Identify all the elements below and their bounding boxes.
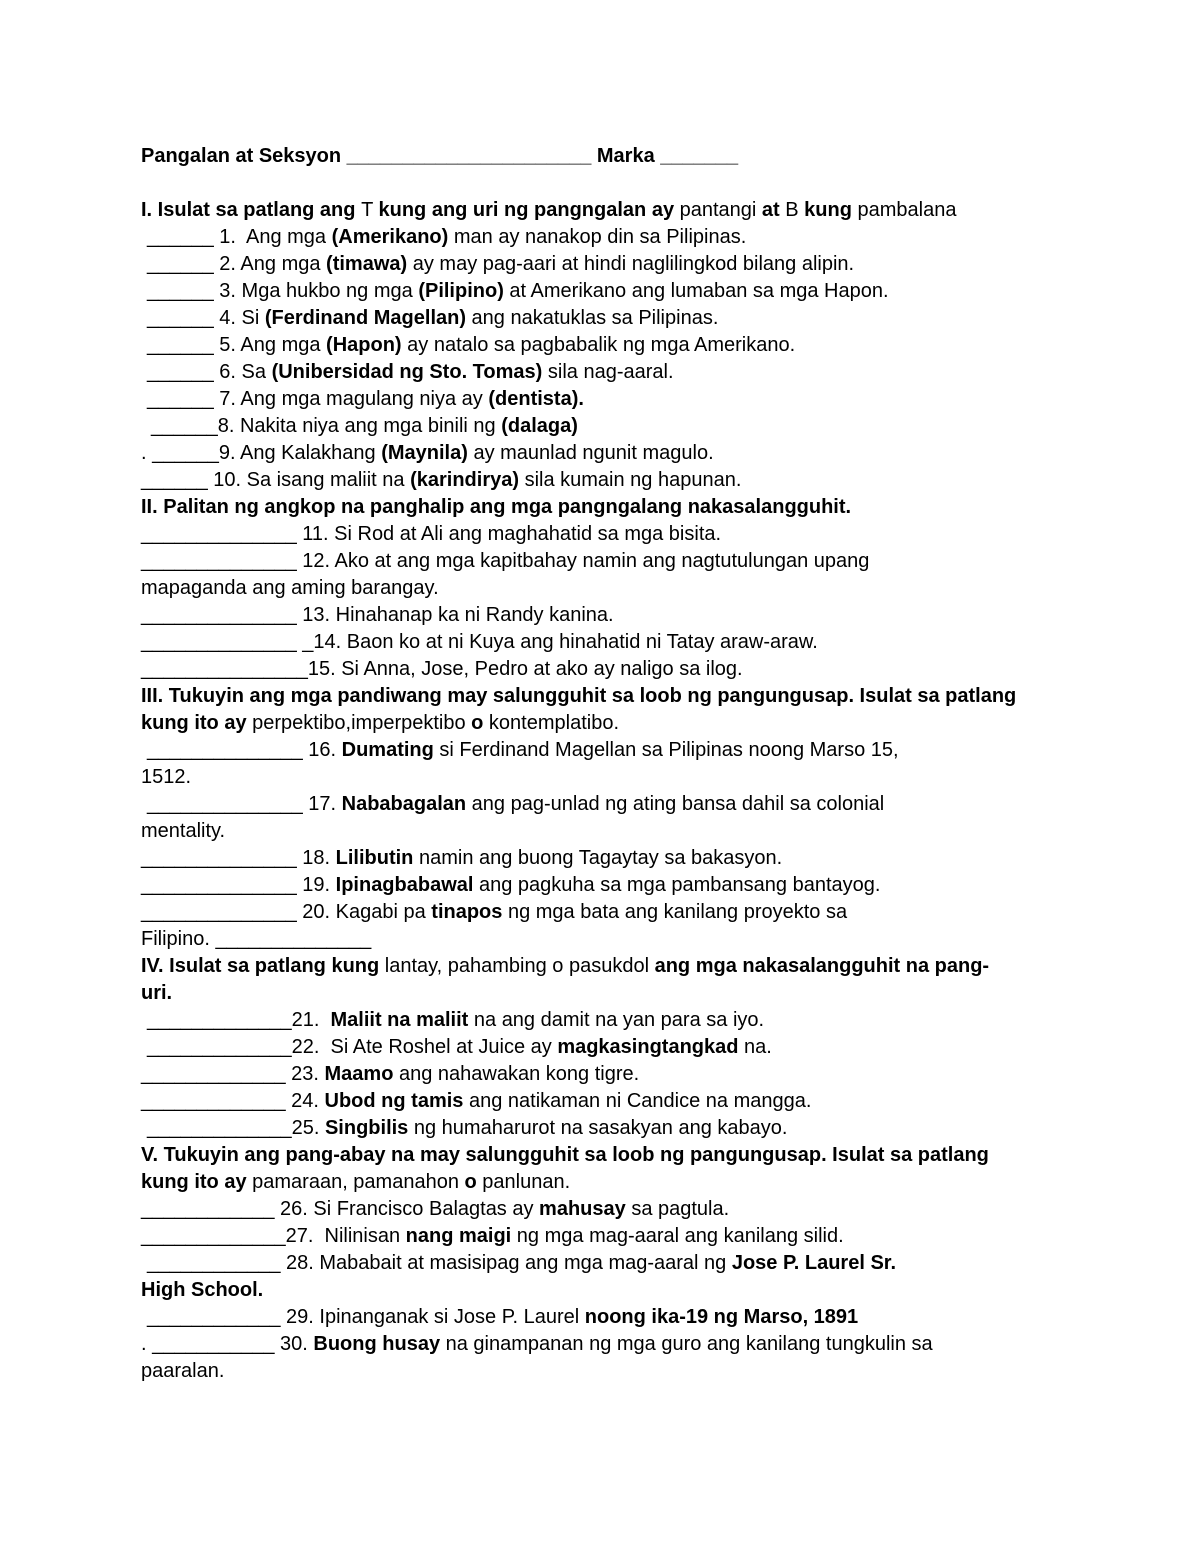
bold-text: ang mga nakasalangguhit na pang- (654, 955, 990, 977)
text: sila kumain ng hapunan. (519, 469, 742, 491)
section1-line (147, 278, 1200, 305)
section2-line (141, 548, 1200, 575)
text: ay may pag-aari at hindi naglilingkod bilang alipin. (407, 253, 855, 275)
text: ______ 7. Ang mga magulang niya ay (147, 388, 489, 410)
text: Filipino. ______________ (141, 928, 372, 950)
header-line (141, 143, 1200, 170)
section3-line (141, 899, 1200, 926)
text: ______8. Nakita niya ang mga binili ng (151, 415, 502, 437)
bold-text: Singbilis (324, 1117, 409, 1139)
section4-line (147, 1034, 1200, 1061)
bold-text: Nababagalan (341, 793, 467, 815)
section2-line (141, 575, 1200, 602)
bold-text: uri. (141, 982, 173, 1004)
text: _______________15. Si Anna, Jose, Pedro at ako ay naligo sa ilog. (141, 658, 743, 680)
bold-text: kung ito ay (141, 1171, 247, 1193)
section4-line (141, 980, 1200, 1007)
section3-line (141, 710, 1200, 737)
bold-text: at (761, 199, 780, 221)
text: pambalana (851, 199, 957, 221)
section4-line (141, 1088, 1200, 1115)
bold-text: (dalaga) (501, 415, 578, 437)
text: ay maunlad ngunit magulo. (467, 442, 714, 464)
bold-text: (Amerikano) (331, 226, 449, 248)
section3-line (141, 764, 1200, 791)
bold-text: kung (804, 199, 852, 221)
section4-line (147, 1115, 1200, 1142)
bold-text: Lilibutin (335, 847, 414, 869)
text: ng humaharurot na sasakyan ang kabayo. (408, 1117, 788, 1139)
text: na ginampanan ng mga guro ang kanilang tungkulin sa (440, 1333, 933, 1355)
text: _____________21. (147, 1009, 331, 1031)
section3-line (141, 683, 1200, 710)
text: kontemplatibo. (483, 712, 620, 734)
text: lantay, pahambing o pasukdol (379, 955, 655, 977)
section2-line (141, 521, 1200, 548)
text: pamaraan, pamanahon (246, 1171, 465, 1193)
section5-line (141, 1277, 1200, 1304)
bold-text: Pangalan at Seksyon ______________________ Marka _______ (141, 145, 739, 167)
text: ang pag-unlad ng ating bansa dahil sa colonial (466, 793, 885, 815)
text: namin ang buong Tagaytay sa bakasyon. (413, 847, 783, 869)
text: ____________ 29. Ipinanganak si Jose P. Laurel (147, 1306, 585, 1328)
text: ______________ 19. (141, 874, 336, 896)
text: ang pagkuha sa mga pambansang bantayog. (473, 874, 881, 896)
section5-line (141, 1142, 1200, 1169)
text: perpektibo,imperpektibo (246, 712, 472, 734)
text: ____________ 28. Mababait at masisipag ang mga mag-aaral ng (147, 1252, 732, 1274)
text: paaralan. (141, 1360, 225, 1382)
bold-text: o (464, 1171, 477, 1193)
text: ______ 2. Ang mga (147, 253, 327, 275)
section5-line (141, 1331, 1200, 1358)
section3-line (141, 872, 1200, 899)
section4-line (141, 953, 1200, 980)
text: pantangi (674, 199, 762, 221)
text: ang nakatuklas sa Pilipinas. (466, 307, 719, 329)
bold-text: Dumating (341, 739, 434, 761)
text: sa pagtula. (625, 1198, 730, 1220)
text: man ay nanakop din sa Pilipinas. (448, 226, 747, 248)
section1-line (147, 386, 1200, 413)
section3-line (147, 791, 1200, 818)
bold-text: o (471, 712, 484, 734)
text: mapaganda ang aming barangay. (141, 577, 439, 599)
section1-line (147, 359, 1200, 386)
section2-line (141, 602, 1200, 629)
text: 1512. (141, 766, 192, 788)
text: _____________25. (147, 1117, 325, 1139)
text: ______ 5. Ang mga (147, 334, 327, 356)
section3-line (141, 926, 1200, 953)
text: _____________27. Nilinisan (141, 1225, 406, 1247)
text: . ___________ 30. (141, 1333, 314, 1355)
text: panlunan. (476, 1171, 571, 1193)
text: si Ferdinand Magellan sa Pilipinas noong Marso 15, (433, 739, 899, 761)
text: B (779, 199, 805, 221)
section3-line (147, 737, 1200, 764)
bold-text: magkasingtangkad (557, 1036, 739, 1058)
bold-text: (Hapon) (326, 334, 402, 356)
text: _____________22. Si Ate Roshel at Juice ay (147, 1036, 558, 1058)
bold-text: Maliit na maliit (330, 1009, 469, 1031)
bold-text: (dentista). (488, 388, 584, 410)
section3-line (141, 818, 1200, 845)
text: ______________ 20. Kagabi pa (141, 901, 432, 923)
bold-text: nang maigi (405, 1225, 512, 1247)
text: ______ 4. Si (147, 307, 265, 329)
section1-line (151, 413, 1200, 440)
section1-line (147, 332, 1200, 359)
bold-text: kung ito ay (141, 712, 247, 734)
bold-text: mahusay (539, 1198, 626, 1220)
bold-text: (Maynila) (381, 442, 468, 464)
section5-line (147, 1304, 1200, 1331)
section4-line (141, 1061, 1200, 1088)
text: ______________ 16. (147, 739, 342, 761)
text: ______________ 13. Hinahanap ka ni Randy kanina. (141, 604, 614, 626)
text: . ______9. Ang Kalakhang (141, 442, 382, 464)
text: T (361, 199, 379, 221)
text: na. (738, 1036, 772, 1058)
text: ______ 1. Ang mga (147, 226, 332, 248)
section5-line (141, 1196, 1200, 1223)
section1-line (141, 440, 1200, 467)
text: _____________ 24. (141, 1090, 325, 1112)
text: ____________ 26. Si Francisco Balagtas ay (141, 1198, 540, 1220)
section2-line (141, 629, 1200, 656)
bold-text: Ipinagbabawal (335, 874, 474, 896)
bold-text: Jose P. Laurel Sr. (731, 1252, 897, 1274)
section1-line (147, 305, 1200, 332)
text: at Amerikano ang lumaban sa mga Hapon. (503, 280, 889, 302)
text: na ang damit na yan para sa iyo. (468, 1009, 765, 1031)
text: sila nag-aaral. (542, 361, 674, 383)
section2-line (141, 494, 1200, 521)
text: ng mga bata ang kanilang proyekto sa (502, 901, 848, 923)
text: ______________ 12. Ako at ang mga kapitbahay namin ang nagtutulungan upang (141, 550, 870, 572)
text: ______________ 11. Si Rod at Ali ang maghahatid sa mga bisita. (141, 523, 722, 545)
bold-text: I. Isulat sa patlang ang (141, 199, 362, 221)
bold-text: (timawa) (326, 253, 408, 275)
bold-text: noong ika-19 ng Marso, 1891 (584, 1306, 859, 1328)
section5-line (141, 1169, 1200, 1196)
text: ng mga mag-aaral ang kanilang silid. (511, 1225, 844, 1247)
bold-text: (karindirya) (410, 469, 520, 491)
text: ______________ 18. (141, 847, 336, 869)
bold-text: (Pilipino) (418, 280, 504, 302)
text: ______ 10. Sa isang maliit na (141, 469, 411, 491)
section5-line (141, 1358, 1200, 1385)
text: ay natalo sa pagbabalik ng mga Amerikano. (401, 334, 796, 356)
text: mentality. (141, 820, 226, 842)
section1-line (141, 467, 1200, 494)
text: ang natikaman ni Candice na mangga. (463, 1090, 812, 1112)
text: _____________ 23. (141, 1063, 325, 1085)
section4-line (147, 1007, 1200, 1034)
text: ______ 3. Mga hukbo ng mga (147, 280, 419, 302)
bold-text: Maamo (324, 1063, 394, 1085)
section5-line (147, 1250, 1200, 1277)
text: ______ 6. Sa (147, 361, 272, 383)
bold-text: Ubod ng tamis (324, 1090, 464, 1112)
bold-text: High School. (141, 1279, 264, 1301)
text: ______________ 17. (147, 793, 342, 815)
bold-text: tinapos (431, 901, 503, 923)
bold-text: II. Palitan ng angkop na panghalip ang mga pangngalang nakasalangguhit. (141, 496, 852, 518)
bold-text: kung ang uri ng pangngalan ay (378, 199, 675, 221)
bold-text: III. Tukuyin ang mga pandiwang may salungguhit sa loob ng pangungusap. Isulat sa patlang (141, 685, 1017, 707)
bold-text: (Unibersidad ng Sto. Tomas) (271, 361, 543, 383)
section3-line (141, 845, 1200, 872)
text: ______________ _14. Baon ko at ni Kuya ang hinahatid ni Tatay araw-araw. (141, 631, 818, 653)
bold-text: V. Tukuyin ang pang-abay na may salungguhit sa loob ng pangungusap. Isulat sa patlang (141, 1144, 989, 1166)
section1-line (147, 251, 1200, 278)
bold-text: IV. Isulat sa patlang kung (141, 955, 380, 977)
section2-line (141, 656, 1200, 683)
text: ang nahawakan kong tigre. (393, 1063, 640, 1085)
section5-line (141, 1223, 1200, 1250)
bold-text: (Ferdinand Magellan) (264, 307, 466, 329)
section1-line (147, 224, 1200, 251)
section1-line (141, 197, 1200, 224)
bold-text: Buong husay (313, 1333, 441, 1355)
